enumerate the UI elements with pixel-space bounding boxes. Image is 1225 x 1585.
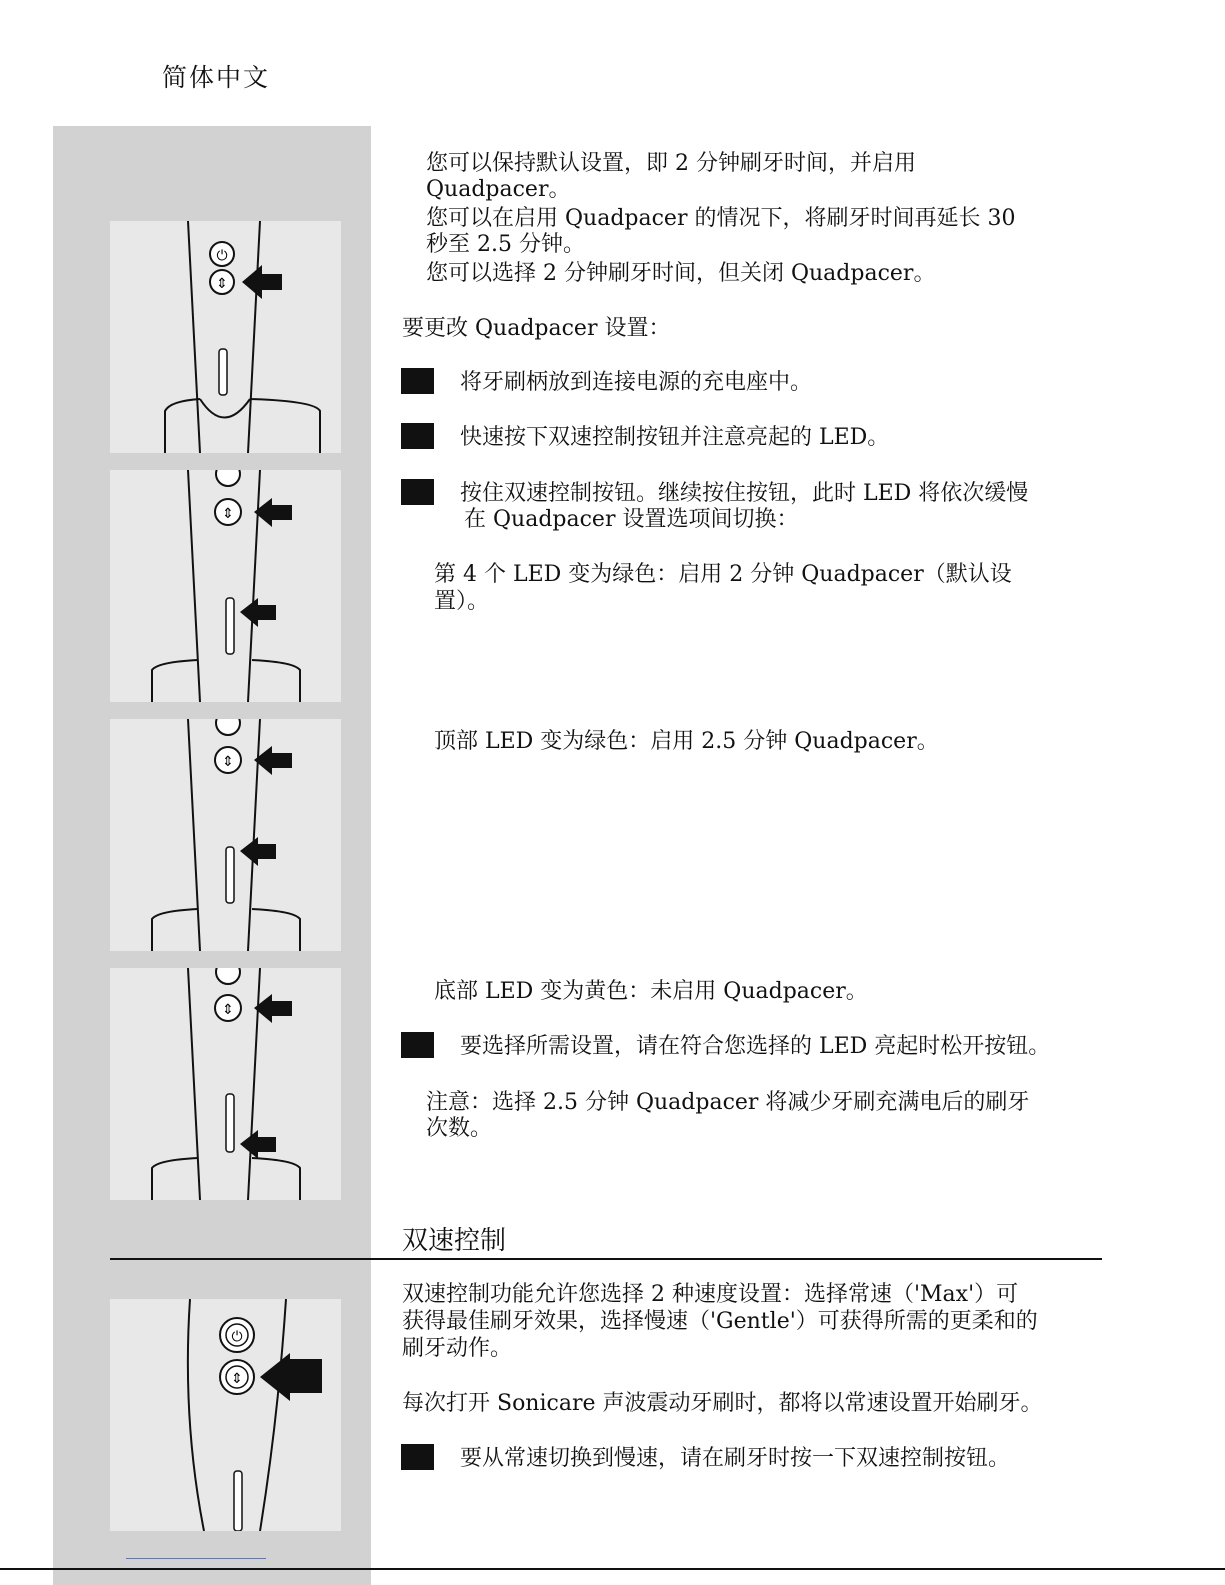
dual-speed-step: 要从常速切换到慢速，请在刷牙时按一下双速控制按钮。 <box>460 1446 1011 1471</box>
dual-speed-para-line-1: 双速控制功能允许您选择 2 种速度设置：选择常速（'Max'）可 <box>402 1282 1019 1307</box>
note-line-2: 次数。 <box>426 1116 493 1141</box>
svg-text:⇕: ⇕ <box>222 1002 234 1018</box>
option-top-led: 顶部 LED 变为绿色：启用 2.5 分钟 Quadpacer。 <box>434 729 939 754</box>
illustration-panel-4 <box>110 968 341 1200</box>
svg-text:⇕: ⇕ <box>231 1371 243 1387</box>
step-bullet <box>401 1032 434 1058</box>
step-3: 按住双速控制按钮。继续按住按钮，此时 LED 将依次缓慢 <box>460 481 1029 506</box>
arrow-icon <box>242 265 282 299</box>
illustration-panel-2 <box>110 470 341 702</box>
led-indicator-icon <box>226 598 234 654</box>
step-3-cont: 在 Quadpacer 设置选项间切换： <box>464 507 799 532</box>
led-indicator-icon <box>226 1094 234 1152</box>
option-bottom-led: 底部 LED 变为黄色：未启用 Quadpacer。 <box>434 979 868 1004</box>
toothbrush-handle-icon <box>110 968 341 1200</box>
power-button-icon <box>216 719 240 735</box>
step-1: 将牙刷柄放到连接电源的充电座中。 <box>460 370 813 395</box>
intro-line-3: 您可以选择 2 分钟刷牙时间，但关闭 Quadpacer。 <box>426 261 936 286</box>
toothbrush-handle-icon <box>110 1299 341 1531</box>
arrow-icon <box>240 837 276 866</box>
step-4: 要选择所需设置，请在符合您选择的 LED 亮起时松开按钮。 <box>460 1034 1051 1059</box>
dual-speed-para-line-3: 刷牙动作。 <box>402 1336 513 1361</box>
toothbrush-handle-icon <box>110 719 341 951</box>
footer-link-line <box>126 1558 266 1559</box>
arrow-icon <box>254 994 292 1023</box>
arrow-icon <box>240 1130 276 1159</box>
svg-text:⏻: ⏻ <box>231 1329 243 1345</box>
step-bullet <box>401 1444 434 1470</box>
page-bottom-rule <box>0 1568 1225 1570</box>
option-fourth-led-cont: 置）。 <box>434 589 490 614</box>
svg-text:⇕: ⇕ <box>216 276 228 292</box>
arrow-icon <box>260 1353 322 1401</box>
note-line-1: 注意：选择 2.5 分钟 Quadpacer 将减少牙刷充满电后的刷牙 <box>426 1090 1030 1115</box>
svg-text:⇕: ⇕ <box>222 506 234 522</box>
power-button-icon <box>216 470 240 486</box>
intro-line-2b: 秒至 2.5 分钟。 <box>426 232 585 257</box>
svg-text:⇕: ⇕ <box>222 754 234 770</box>
change-settings-heading: 要更改 Quadpacer 设置： <box>402 316 671 341</box>
toothbrush-handle-icon <box>110 470 341 702</box>
section-title-dual-speed: 双速控制 <box>402 1226 507 1256</box>
step-bullet <box>401 423 434 449</box>
led-indicator-icon <box>234 1471 242 1531</box>
language-label: 简体中文 <box>162 63 271 92</box>
toothbrush-handle-icon <box>110 221 341 453</box>
power-button-icon <box>216 968 240 984</box>
intro-line-1b: Quadpacer。 <box>426 177 571 202</box>
illustration-panel-3 <box>110 719 341 951</box>
svg-text:⏻: ⏻ <box>216 248 228 264</box>
step-bullet <box>401 368 434 394</box>
section-divider <box>110 1258 1102 1260</box>
arrow-icon <box>254 746 292 775</box>
intro-line-2: 您可以在启用 Quadpacer 的情况下，将刷牙时间再延长 30 <box>426 206 1016 231</box>
step-bullet <box>401 479 434 505</box>
dual-speed-para-2: 每次打开 Sonicare 声波震动牙刷时，都将以常速设置开始刷牙。 <box>402 1391 1043 1416</box>
arrow-icon <box>240 598 276 627</box>
dual-speed-para-line-2: 获得最佳刷牙效果，选择慢速（'Gentle'）可获得所需的更柔和的 <box>402 1309 1038 1334</box>
led-indicator-icon <box>226 847 234 903</box>
step-2: 快速按下双速控制按钮并注意亮起的 LED。 <box>460 425 890 450</box>
arrow-icon <box>254 498 292 527</box>
led-indicator-icon <box>219 349 227 395</box>
option-fourth-led: 第 4 个 LED 变为绿色：启用 2 分钟 Quadpacer（默认设 <box>434 562 1012 587</box>
illustration-panel-5 <box>110 1299 341 1531</box>
intro-line-1: 您可以保持默认设置，即 2 分钟刷牙时间，并启用 <box>426 151 916 176</box>
illustration-panel-1 <box>110 221 341 453</box>
